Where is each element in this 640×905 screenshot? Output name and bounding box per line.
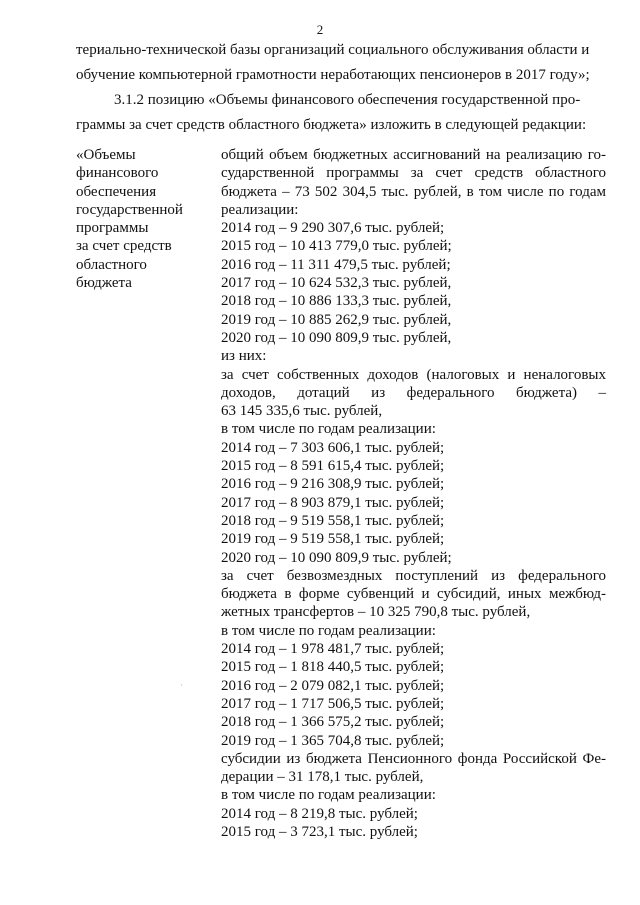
content-line: 63 145 335,6 тыс. рублей, (221, 403, 383, 420)
content-line: в том числе по годам реализации: (221, 787, 436, 804)
intro-line: 3.1.2 позицию «Объемы финансового обеспечения государственной про- (114, 92, 581, 108)
budget-year-line: 2016 год – 11 311 479,5 тыс. рублей; (221, 256, 451, 273)
budget-year-line: 2018 год – 9 519 558,1 тыс. рублей; (221, 512, 445, 529)
content-line: бюджета – 73 502 304,5 тыс. рублей, в том числе по годам (221, 183, 606, 200)
budget-year-line: 2016 год – 9 216 308,9 тыс. рублей; (221, 476, 445, 493)
budget-year-line: 2019 год – 9 519 558,1 тыс. рублей; (221, 531, 445, 548)
budget-year-line: 2020 год – 10 090 809,9 тыс. рублей, (221, 329, 452, 346)
content-line: бюджета в форме субвенций и субсидий, иных межбюд- (221, 586, 606, 603)
budget-year-line: 2015 год – 1 818 440,5 тыс. рублей; (221, 659, 445, 676)
content-line: за счет безвозмездных поступлений из федерального (221, 567, 606, 584)
budget-year-line: 2015 год – 3 723,1 тыс. рублей; (221, 823, 418, 840)
content-line: за счет собственных доходов (налоговых и неналоговых (221, 366, 606, 383)
budget-year-line: 2016 год – 2 079 082,1 тыс. рублей; (221, 677, 445, 694)
content-line: дерации – 31 178,1 тыс. рублей, (221, 769, 424, 786)
budget-year-line: 2018 год – 1 366 575,2 тыс. рублей; (221, 714, 445, 731)
position-title-line: «Объемы (76, 147, 136, 163)
content-line: в том числе по годам реализации: (221, 421, 436, 438)
budget-year-line: 2019 год – 10 885 262,9 тыс. рублей, (221, 311, 452, 328)
intro-paragraph (76, 38, 606, 138)
budget-year-line: 2017 год – 10 624 532,3 тыс. рублей, (221, 275, 452, 292)
content-line: реализации: (221, 201, 299, 218)
position-title-line: финансового (76, 165, 159, 182)
content-line: из них: (221, 348, 267, 365)
budget-year-line: 2015 год – 10 413 779,0 тыс. рублей; (221, 238, 452, 255)
intro-line: териально-технической базы организаций социального обслуживания области и (76, 42, 590, 58)
content-line: субсидии из бюджета Пенсионного фонда Российской Фе- (221, 750, 606, 767)
position-title-line: государственной (76, 201, 183, 218)
budget-year-line: 2014 год – 1 978 481,7 тыс. рублей; (221, 641, 445, 658)
content-line: сударственной программы за счет средств областного (221, 165, 606, 182)
position-title-line: программы (76, 220, 149, 237)
position-title-line: за счет средств (76, 238, 172, 255)
content-line: в том числе по годам реализации: (221, 622, 436, 639)
scan-speck: · (180, 681, 183, 690)
budget-year-line: 2017 год – 8 903 879,1 тыс. рублей; (221, 494, 445, 511)
position-title (76, 146, 201, 292)
position-title-line: областного (76, 256, 147, 273)
budget-year-line: 2017 год – 1 717 506,5 тыс. рублей; (221, 695, 445, 712)
budget-year-line: 2020 год – 10 090 809,9 тыс. рублей; (221, 549, 452, 566)
budget-year-line: 2014 год – 7 303 606,1 тыс. рублей; (221, 439, 445, 456)
budget-year-line: 2014 год – 9 290 307,6 тыс. рублей; (221, 220, 445, 237)
budget-year-line: 2019 год – 1 365 704,8 тыс. рублей; (221, 732, 445, 749)
content-line: жетных трансфертов – 10 325 790,8 тыс. рублей, (221, 604, 531, 621)
budget-year-line: 2018 год – 10 886 133,3 тыс. рублей, (221, 293, 452, 310)
budget-year-line: 2014 год – 8 219,8 тыс. рублей; (221, 805, 418, 822)
page-number: 2 (316, 22, 324, 37)
content-line: доходов, дотаций из федерального бюджета) – (221, 384, 606, 401)
intro-line: граммы за счет средств областного бюджета» изложить в следующей редакции: (76, 117, 587, 133)
content-line: общий объем бюджетных ассигнований на реализацию го- (221, 147, 606, 163)
budget-year-line: 2015 год – 8 591 615,4 тыс. рублей; (221, 458, 445, 475)
intro-line: обучение компьютерной грамотности неработающих пенсионеров в 2017 году»; (76, 67, 590, 83)
position-title-line: обеспечения (76, 183, 157, 200)
position-content (221, 146, 606, 841)
position-title-line: бюджета (76, 275, 132, 292)
